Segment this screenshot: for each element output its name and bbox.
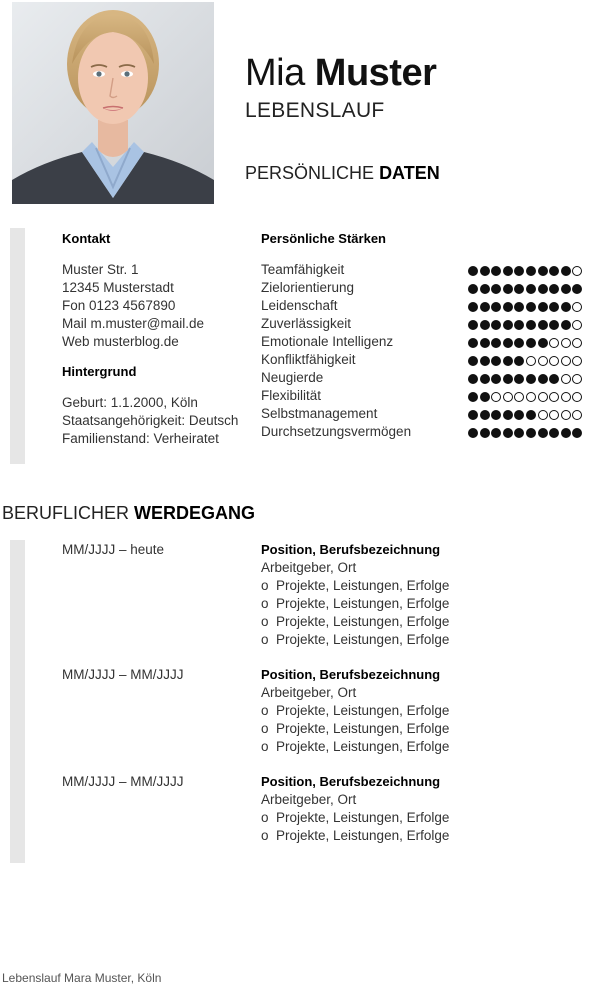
rating-dot-filled-icon: [480, 338, 490, 348]
strength-name: Zuverlässigkeit: [261, 316, 352, 331]
contact-line: 12345 Musterstadt: [62, 280, 174, 295]
career-item-text: Projekte, Leistungen, Erfolge: [276, 596, 450, 611]
contact-heading: Kontakt: [62, 231, 111, 246]
rating-dot-filled-icon: [491, 338, 501, 348]
career-position: Position, Berufsbezeichnung: [261, 542, 441, 557]
career-employer: Arbeitgeber, Ort: [261, 792, 357, 807]
rating-dot-filled-icon: [491, 356, 501, 366]
strength-name: Flexibilität: [261, 388, 322, 403]
section-title-career: [2, 502, 255, 524]
strength-rating: [468, 298, 584, 316]
career-details: [261, 541, 449, 649]
career-item: [261, 613, 449, 631]
rating-dot-filled-icon: [491, 410, 501, 420]
career-item: [261, 702, 449, 720]
strengths-heading: Persönliche Stärken: [261, 231, 386, 246]
rating-dot-filled-icon: [526, 374, 536, 384]
strength-rating: [468, 388, 584, 406]
career-position: Position, Berufsbezeichnung: [261, 774, 441, 789]
strength-name: Teamfähigkeit: [261, 262, 345, 277]
rating-dot-filled-icon: [514, 338, 524, 348]
rating-dot-filled-icon: [538, 320, 548, 330]
rating-dot-filled-icon: [572, 284, 582, 294]
rating-dot-filled-icon: [538, 302, 548, 312]
rating-dot-filled-icon: [514, 284, 524, 294]
footer-text: Lebenslauf Mara Muster, Köln: [2, 971, 162, 985]
rating-dot-empty-icon: [538, 356, 548, 366]
contact-block: [62, 261, 204, 351]
strength-name: Durchsetzungsvermögen: [261, 424, 412, 439]
rating-dot-filled-icon: [561, 266, 571, 276]
career-details: [261, 773, 449, 845]
rating-dot-filled-icon: [480, 284, 490, 294]
strength-rating: [468, 370, 584, 388]
rating-dot-filled-icon: [503, 302, 513, 312]
rating-dot-filled-icon: [514, 266, 524, 276]
rating-dot-filled-icon: [526, 338, 536, 348]
strength-rating: [468, 262, 584, 280]
rating-dot-filled-icon: [468, 266, 478, 276]
rating-dot-filled-icon: [491, 284, 501, 294]
rating-dot-filled-icon: [526, 266, 536, 276]
rating-dot-empty-icon: [549, 392, 559, 402]
career-date: MM/JJJJ – heute: [62, 542, 165, 557]
rating-dot-filled-icon: [468, 392, 478, 402]
background-block: [62, 394, 238, 448]
career-item: [261, 577, 449, 595]
rating-dot-filled-icon: [503, 356, 513, 366]
career-item: [261, 595, 449, 613]
document-subtitle: LEBENSLAUF: [245, 99, 385, 122]
rating-dot-filled-icon: [503, 284, 513, 294]
strength-name: Neugierde: [261, 370, 324, 385]
rating-dot-empty-icon: [572, 410, 582, 420]
rating-dot-filled-icon: [514, 428, 524, 438]
rating-dot-filled-icon: [491, 428, 501, 438]
rating-dot-empty-icon: [561, 410, 571, 420]
rating-dot-filled-icon: [503, 428, 513, 438]
bullet-icon: o: [261, 828, 269, 843]
rating-dot-filled-icon: [503, 374, 513, 384]
rating-dot-filled-icon: [538, 338, 548, 348]
rating-dot-empty-icon: [491, 392, 501, 402]
career-position: Position, Berufsbezeichnung: [261, 667, 441, 682]
strength-rating: [468, 334, 584, 352]
rating-dot-empty-icon: [572, 266, 582, 276]
rating-dot-filled-icon: [526, 320, 536, 330]
strength-rating: [468, 316, 584, 334]
career-item-text: Projekte, Leistungen, Erfolge: [276, 810, 450, 825]
rating-dot-filled-icon: [468, 320, 478, 330]
rating-dot-empty-icon: [538, 410, 548, 420]
rating-dot-filled-icon: [491, 320, 501, 330]
rating-dot-filled-icon: [480, 302, 490, 312]
rating-dot-filled-icon: [549, 302, 559, 312]
rating-dot-empty-icon: [538, 392, 548, 402]
rating-dot-filled-icon: [549, 320, 559, 330]
strength-name: Leidenschaft: [261, 298, 338, 313]
career-item-text: Projekte, Leistungen, Erfolge: [276, 721, 450, 736]
rating-dot-filled-icon: [491, 374, 501, 384]
rating-dot-empty-icon: [572, 356, 582, 366]
rating-dot-filled-icon: [468, 302, 478, 312]
rating-dot-filled-icon: [549, 266, 559, 276]
rating-dot-filled-icon: [468, 428, 478, 438]
rating-dot-filled-icon: [468, 284, 478, 294]
rating-dot-empty-icon: [572, 320, 582, 330]
background-line: Staatsangehörigkeit: Deutsch: [62, 413, 239, 428]
rating-dot-filled-icon: [480, 428, 490, 438]
background-heading: Hintergrund: [62, 364, 137, 379]
rating-dot-filled-icon: [526, 428, 536, 438]
career-item-text: Projekte, Leistungen, Erfolge: [276, 632, 450, 647]
rating-dot-empty-icon: [549, 356, 559, 366]
strength-name: Selbstmanagement: [261, 406, 378, 421]
bullet-icon: o: [261, 810, 269, 825]
bullet-icon: o: [261, 578, 269, 593]
rating-dot-filled-icon: [480, 320, 490, 330]
rating-dot-empty-icon: [561, 392, 571, 402]
profile-photo: [12, 2, 214, 204]
rating-dot-filled-icon: [503, 320, 513, 330]
career-item-text: Projekte, Leistungen, Erfolge: [276, 828, 450, 843]
section-title-personal: [245, 162, 440, 184]
contact-line: Muster Str. 1: [62, 262, 139, 277]
bullet-icon: o: [261, 703, 269, 718]
rating-dot-filled-icon: [514, 356, 524, 366]
rating-dot-filled-icon: [468, 356, 478, 366]
strength-rating: [468, 280, 584, 298]
bullet-icon: o: [261, 739, 269, 754]
name-heading: [245, 50, 436, 96]
section-title-light: BERUFLICHER: [2, 503, 130, 523]
rating-dot-filled-icon: [514, 374, 524, 384]
rating-dot-filled-icon: [503, 266, 513, 276]
rating-dot-filled-icon: [480, 356, 490, 366]
bullet-icon: o: [261, 721, 269, 736]
rating-dot-empty-icon: [561, 374, 571, 384]
career-date: MM/JJJJ – MM/JJJJ: [62, 774, 184, 789]
rating-dot-filled-icon: [549, 374, 559, 384]
bullet-icon: o: [261, 632, 269, 647]
first-name: Mia: [245, 52, 305, 94]
rating-dot-empty-icon: [572, 374, 582, 384]
rating-dot-empty-icon: [514, 392, 524, 402]
strength-rating: [468, 406, 584, 424]
rating-dot-filled-icon: [549, 428, 559, 438]
bullet-icon: o: [261, 596, 269, 611]
last-name: Muster: [314, 52, 437, 94]
rating-dot-filled-icon: [538, 374, 548, 384]
strength-rating-list: [468, 262, 584, 442]
rating-dot-filled-icon: [480, 374, 490, 384]
rating-dot-empty-icon: [572, 392, 582, 402]
background-line: Familienstand: Verheiratet: [62, 431, 219, 446]
rating-dot-filled-icon: [480, 392, 490, 402]
rating-dot-filled-icon: [514, 410, 524, 420]
career-item-text: Projekte, Leistungen, Erfolge: [276, 703, 450, 718]
rating-dot-empty-icon: [561, 356, 571, 366]
rating-dot-filled-icon: [503, 410, 513, 420]
rating-dot-filled-icon: [538, 266, 548, 276]
strength-name: Zielorientierung: [261, 280, 355, 295]
rating-dot-filled-icon: [526, 284, 536, 294]
rating-dot-filled-icon: [468, 338, 478, 348]
career-employer: Arbeitgeber, Ort: [261, 685, 357, 700]
rating-dot-empty-icon: [503, 392, 513, 402]
rating-dot-filled-icon: [526, 302, 536, 312]
contact-line: Fon 0123 4567890: [62, 298, 176, 313]
contact-line: Web musterblog.de: [62, 334, 179, 349]
strength-names-list: [261, 261, 411, 441]
rating-dot-filled-icon: [561, 320, 571, 330]
rating-dot-empty-icon: [549, 338, 559, 348]
rating-dot-empty-icon: [526, 392, 536, 402]
career-item-text: Projekte, Leistungen, Erfolge: [276, 614, 450, 629]
rating-dot-filled-icon: [468, 374, 478, 384]
side-bar-personal: [10, 228, 25, 464]
career-item: [261, 827, 449, 845]
section-title-light: PERSÖNLICHE: [245, 163, 375, 183]
rating-dot-filled-icon: [514, 302, 524, 312]
strength-name: Emotionale Intelligenz: [261, 334, 394, 349]
strength-rating: [468, 424, 584, 442]
rating-dot-filled-icon: [468, 410, 478, 420]
rating-dot-empty-icon: [572, 302, 582, 312]
career-date: MM/JJJJ – MM/JJJJ: [62, 667, 184, 682]
rating-dot-filled-icon: [491, 266, 501, 276]
rating-dot-filled-icon: [480, 266, 490, 276]
rating-dot-filled-icon: [538, 428, 548, 438]
career-item: [261, 738, 449, 756]
bullet-icon: o: [261, 614, 269, 629]
strength-rating: [468, 352, 584, 370]
rating-dot-filled-icon: [561, 302, 571, 312]
side-bar-career: [10, 540, 25, 863]
rating-dot-filled-icon: [561, 284, 571, 294]
rating-dot-filled-icon: [503, 338, 513, 348]
rating-dot-filled-icon: [526, 410, 536, 420]
career-item: [261, 809, 449, 827]
career-item-text: Projekte, Leistungen, Erfolge: [276, 578, 450, 593]
career-item-text: Projekte, Leistungen, Erfolge: [276, 739, 450, 754]
rating-dot-filled-icon: [491, 302, 501, 312]
rating-dot-empty-icon: [526, 356, 536, 366]
rating-dot-empty-icon: [549, 410, 559, 420]
rating-dot-filled-icon: [538, 284, 548, 294]
career-item: [261, 631, 449, 649]
section-title-bold: WERDEGANG: [134, 503, 256, 523]
rating-dot-empty-icon: [561, 338, 571, 348]
strength-name: Konfliktfähigkeit: [261, 352, 356, 367]
rating-dot-filled-icon: [480, 410, 490, 420]
career-item: [261, 720, 449, 738]
rating-dot-filled-icon: [572, 428, 582, 438]
background-line: Geburt: 1.1.2000, Köln: [62, 395, 198, 410]
career-details: [261, 666, 449, 756]
rating-dot-filled-icon: [549, 284, 559, 294]
rating-dot-empty-icon: [572, 338, 582, 348]
career-employer: Arbeitgeber, Ort: [261, 560, 357, 575]
contact-line: Mail m.muster@mail.de: [62, 316, 204, 331]
rating-dot-filled-icon: [514, 320, 524, 330]
section-title-bold: DATEN: [379, 163, 440, 183]
rating-dot-filled-icon: [561, 428, 571, 438]
